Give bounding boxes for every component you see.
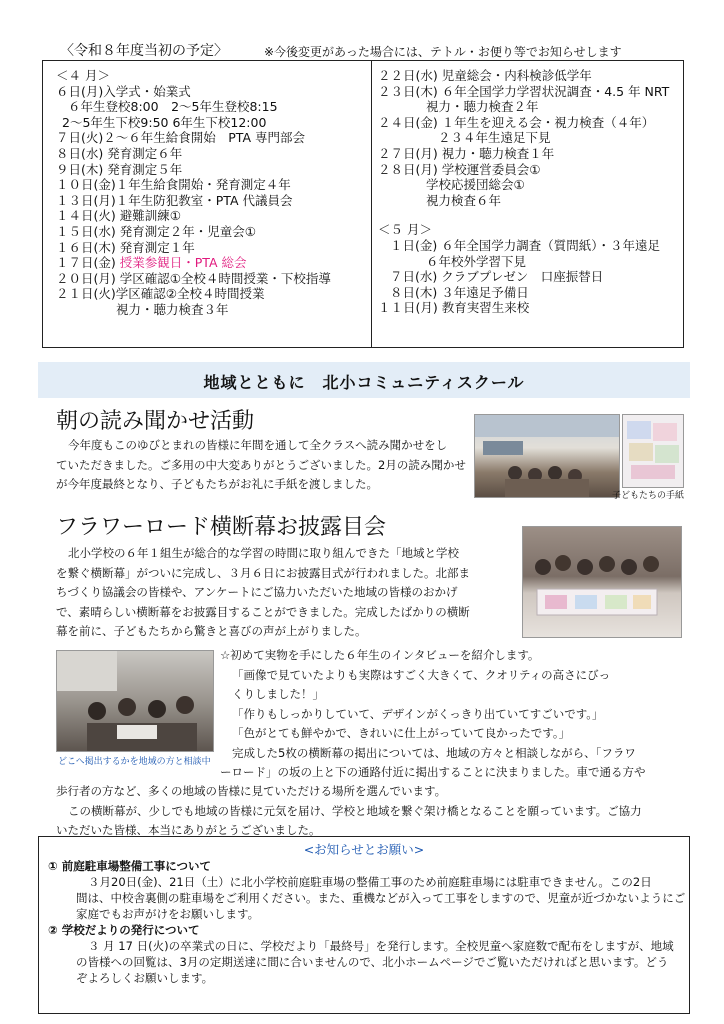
text-line: 幕を前に、子どもたちから驚きと喜びの声が上がりました。	[56, 624, 367, 638]
letters-scene	[623, 415, 683, 487]
text-line: この横断幕が、少しでも地域の皆様に元気を届け、学校と地域を繋ぐ架け橋となることを願っています。ご協力	[68, 803, 642, 818]
schedule-april	[56, 68, 331, 318]
schedule-item: ２３４年生遠足下見	[438, 130, 551, 146]
text-line: 北小学校の６年１組生が総合的な学習の時間に取り組んできた「地域と学校	[68, 546, 459, 560]
schedule-item: ７日(火)２～６年生給食開始 PTA 専門部会	[56, 130, 305, 146]
schedule-item: 学校応援団総会①	[426, 177, 525, 193]
schedule-item: ６年校外学習下見	[426, 253, 527, 269]
notice-line: 家庭でもお声がけをお願いします。	[76, 907, 260, 921]
notice-line: 間は、中校舎裏側の駐車場をご利用ください。また、重機などが入って工事をしますので、児童が近づかないようにご	[76, 891, 686, 905]
schedule-item: ２７日(月) 視力・聴力検査１年	[378, 145, 555, 161]
schedule-item: 視力検査６年	[426, 192, 502, 208]
text-line: いただいた皆様、本当にありがとうございました。	[56, 823, 321, 837]
reading-paragraph	[56, 436, 466, 495]
notice-line: の皆様への回覧は、3月の定期送達に間に合いませんので、北小ホームページでご覧いただければと思います。どう	[76, 955, 669, 969]
notice-line: ３月20日(金)、21日（土）に北小学校前庭駐車場の整備工事のため前庭駐車場には駐車できません。この2日	[88, 875, 652, 889]
reading-photo-1	[474, 414, 620, 498]
schedule-item: ６年生登校8:00 2～5年生登校8:15	[68, 99, 278, 115]
schedule-item: １５日(水) 発育測定２年・児童会①	[56, 223, 256, 239]
reading-photo-1-scene	[475, 415, 619, 497]
discussion-photo	[56, 650, 214, 752]
schedule-divider	[371, 60, 372, 348]
banner-photo-scene	[523, 527, 681, 637]
schedule-note: ※今後変更があった場合には、テトル・お便り等でお知らせします	[264, 45, 622, 59]
text-line: を繋ぐ横断幕」がついに完成し、３月６日にお披露目式が行われました。北部ま	[56, 565, 470, 580]
text-line: 歩行者の方など、多くの地域の皆様に見ていただける場所を選んでいます。	[56, 784, 447, 798]
schedule-item: ２１日(火)学区確認②全校４時間授業	[56, 286, 265, 302]
text-line: ーロード」の坂の上と下の通路付近に掲出することに決まりました。車で通る方や	[220, 765, 646, 779]
notice-title: <お知らせとお願い>	[303, 842, 425, 857]
schedule-item: ＜５ 月＞	[378, 222, 432, 238]
text-line: が今年度最終となり、子どもたちがお礼に手紙を渡しました。	[56, 477, 378, 491]
closing-paragraph	[56, 782, 642, 841]
schedule-item: １３日(月)１年生防犯教室・PTA 代議員会	[56, 192, 293, 208]
reading-photo-2	[622, 414, 684, 488]
schedule-item: ８日(水) 発育測定６年	[56, 145, 183, 161]
schedule-item: ２８日(月) 学校運営委員会①	[378, 161, 541, 177]
discussion-caption: どこへ掲出するかを地域の方と相談中	[58, 757, 211, 767]
schedule-item: ２３日(木) ６年全国学力学習状況調査・4.5 年 NRT	[378, 83, 670, 99]
notice-line: ３ 月 17 日(火)の卒業式の日に、学校だより「最終号」を発行します。全校児童へ家庭数で配布をしますが、地域	[88, 939, 674, 953]
schedule-item: ８日(木) ３年遠足予備日	[390, 284, 529, 300]
text-line: 今年度もこのゆびとまれの皆様に年間を通して全クラスへ読み聞かせをし	[68, 438, 448, 452]
schedule-item: ＜４ 月＞	[56, 68, 110, 83]
reading-caption: 子どもたちの手紙	[612, 491, 685, 501]
schedule-item: １１日(月) 教育実習生来校	[378, 300, 530, 316]
schedule-item: ７日(水) クラブプレゼン 口座振替日	[390, 269, 604, 285]
interview-paragraph	[220, 646, 646, 783]
text-line: くりしました！」	[232, 687, 324, 701]
text-line: ☆初めて実物を手にした６年生のインタビューを紹介します。	[220, 648, 540, 662]
notice-heading: ① 前庭駐車場整備工事について	[48, 859, 212, 873]
text-line: 「作りもしっかりしていて、デザインがくっきり出ていてすごいです。」	[232, 706, 604, 721]
schedule-item: ２４日(金) １年生を迎える会・視力検査（４年）	[378, 114, 655, 130]
notice-content	[48, 858, 685, 986]
text-line: ていただきました。ご多用の中大変ありがとうございました。2月の読み聞かせ	[56, 457, 466, 472]
text-line: 「画像で見ていたよりも実際はすごく大きくて、クオリティの高さにびっ	[232, 667, 611, 682]
text-line: 完成した5枚の横断幕の掲出については、地域の方々と相談しながら、「フラワ	[232, 745, 636, 760]
schedule-item: ２２日(水) 児童総会・内科検診低学年	[378, 68, 592, 83]
schedule-item: １４日(火) 避難訓練①	[56, 208, 181, 224]
notice-line: ぞよろしくお願いします。	[76, 971, 214, 985]
schedule-item: １７日(金) 授業参観日・PTA 総会	[56, 255, 247, 271]
schedule-item: 視力・聴力検査３年	[116, 301, 229, 317]
schedule-item: １日(金) ６年全国学力調査（質問紙）・３年遠足	[390, 237, 660, 253]
notice-heading: ② 学校だよりの発行について	[48, 923, 200, 937]
community-banner-title: 地域とともに 北小コミュニティスクール	[203, 373, 525, 392]
schedule-item: 2～5年生下校9:50 6年生下校12:00	[62, 114, 267, 130]
schedule-item: １６日(木) 発育測定１年	[56, 239, 195, 255]
schedule-item: ２０日(月) 学区確認①全校４時間授業・下校指導	[56, 270, 331, 286]
flower-title: フラワーロード横断幕お披露目会	[56, 515, 387, 540]
schedule-item: ９日(木) 発育測定５年	[56, 161, 183, 177]
discussion-photo-scene	[57, 651, 213, 751]
schedule-highlight: 授業参観日・PTA 総会	[119, 255, 247, 271]
schedule-title: 〈令和８年度当初の予定〉	[60, 43, 228, 59]
text-line: 「色がとても鮮やかで、きれいに仕上がっていて良かったです。」	[232, 726, 571, 740]
flower-paragraph	[56, 544, 470, 642]
text-line: で、素晴らしい横断幕をお披露目することができました。完成したばかりの横断	[56, 604, 470, 619]
text-line: ちづくり協議会の皆様や、アンケートにご協力いただいた地域の皆様のおかげ	[56, 585, 458, 599]
schedule-item: 視力・聴力検査２年	[426, 99, 539, 115]
schedule-item: ６日(月)入学式・始業式	[56, 83, 191, 99]
schedule-gap	[378, 208, 669, 222]
schedule-item: １０日(金)１年生給食開始・発育測定４年	[56, 177, 291, 193]
banner-photo	[522, 526, 682, 638]
schedule-may	[378, 68, 669, 316]
reading-title: 朝の読み聞かせ活動	[56, 409, 255, 434]
